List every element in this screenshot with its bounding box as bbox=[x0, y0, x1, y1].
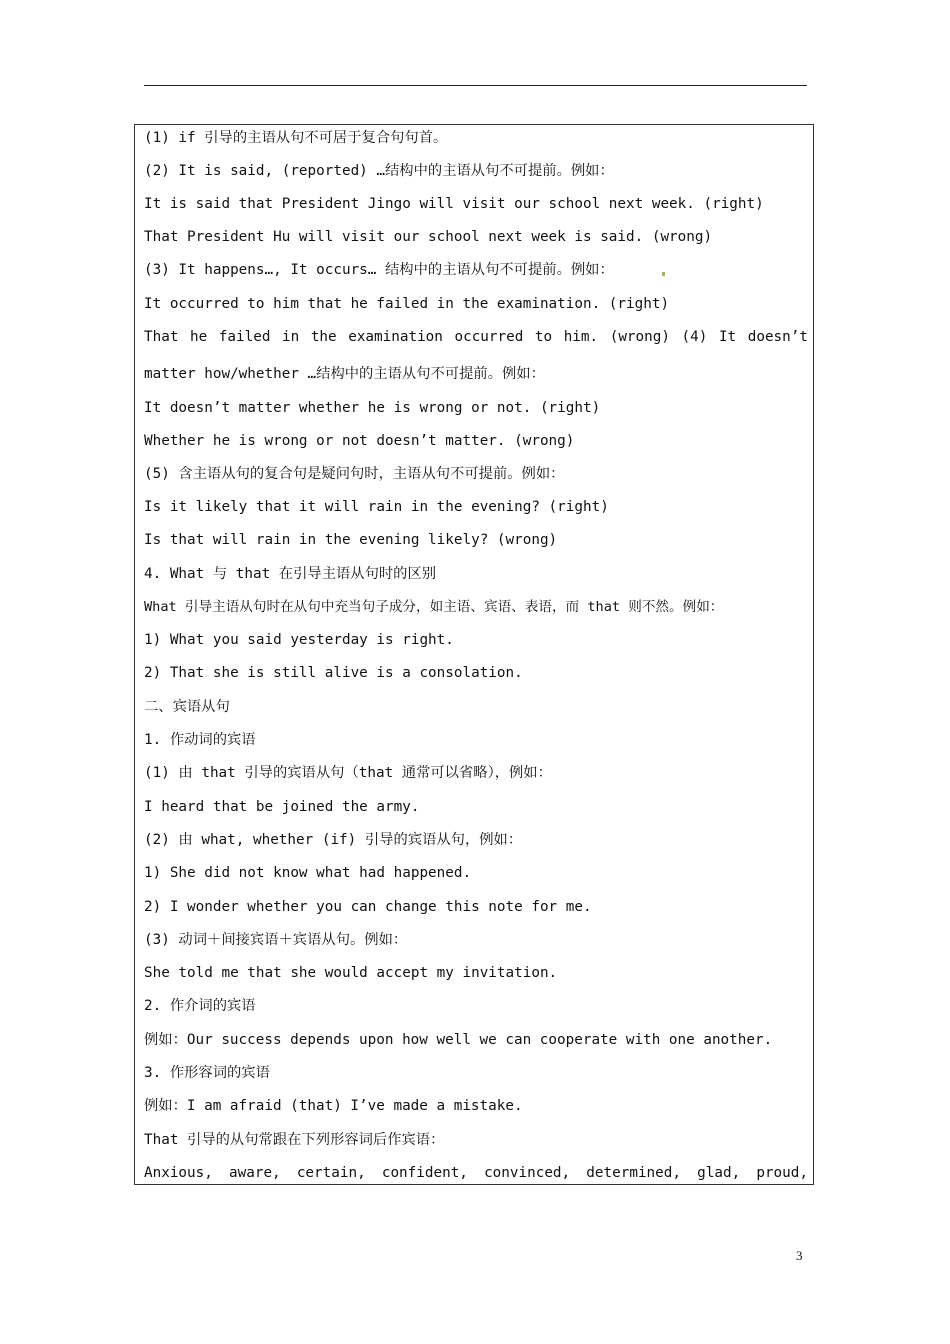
text-line: (1) if 引导的主语从句不可居于复合句句首。 bbox=[144, 130, 448, 146]
page-number: 3 bbox=[796, 1248, 803, 1263]
text-line: 1. 作动词的宾语 bbox=[144, 732, 256, 748]
text-line: That he failed in the examination occurred to him. (wrong) (4) It doesn’t bbox=[144, 329, 808, 345]
text-line: What 引导主语从句时在从句中充当句子成分，如主语、宾语、表语，而 that 则不然。例如： bbox=[144, 599, 724, 615]
text-line: 2) I wonder whether you can change this note for me. bbox=[144, 899, 592, 915]
text-line: (2) It is said, (reported) …结构中的主语从句不可提前。例如： bbox=[144, 163, 614, 179]
content-box bbox=[134, 124, 814, 1185]
text-line: 2) That she is still alive is a consolation. bbox=[144, 665, 523, 681]
text-line: (3) 动词＋间接宾语＋宾语从句。例如： bbox=[144, 932, 408, 948]
header-rule bbox=[144, 85, 807, 86]
text-line: That President Hu will visit our school next week is said. (wrong) bbox=[144, 229, 713, 245]
text-line: 4. What 与 that 在引导主语从句时的区别 bbox=[144, 566, 437, 582]
text-line: That 引导的从句常跟在下列形容词后作宾语： bbox=[144, 1132, 445, 1148]
text-line: It doesn’t matter whether he is wrong or not. (right) bbox=[144, 400, 601, 416]
text-line: 例如：Our success depends upon how well we can cooperate with one another. bbox=[144, 1032, 773, 1048]
text-line: Is that will rain in the evening likely? (wrong) bbox=[144, 532, 558, 548]
text-line: 1) What you said yesterday is right. bbox=[144, 632, 454, 648]
text-line: She told me that she would accept my invitation. bbox=[144, 965, 558, 981]
text-line: (3) It happens…, It occurs… 结构中的主语从句不可提前。例如： bbox=[144, 262, 614, 278]
text-line: Whether he is wrong or not doesn’t matter. (wrong) bbox=[144, 433, 575, 449]
text-line: (1) 由 that 引导的宾语从句（that 通常可以省略），例如： bbox=[144, 765, 552, 781]
text-line: Anxious, aware, certain, confident, convinced, determined, glad, proud, bbox=[144, 1165, 808, 1181]
text-line: 1) She did not know what had happened. bbox=[144, 865, 472, 881]
highlight-mark bbox=[662, 272, 665, 276]
text-line: matter how/whether …结构中的主语从句不可提前。例如： bbox=[144, 366, 545, 382]
text-line: (5) 含主语从句的复合句是疑问句时，主语从句不可提前。例如： bbox=[144, 466, 565, 482]
text-line: Is it likely that it will rain in the evening? (right) bbox=[144, 499, 609, 515]
section-heading: 二、宾语从句 bbox=[144, 699, 230, 715]
text-line: It occurred to him that he failed in the examination. (right) bbox=[144, 296, 670, 312]
text-line: 3. 作形容词的宾语 bbox=[144, 1065, 270, 1081]
text-line: (2) 由 what, whether (if) 引导的宾语从句，例如： bbox=[144, 832, 523, 848]
text-line: I heard that be joined the army. bbox=[144, 799, 420, 815]
text-line: 2. 作介词的宾语 bbox=[144, 998, 256, 1014]
text-line: 例如：I am afraid (that) I’ve made a mistake. bbox=[144, 1098, 523, 1114]
text-line: It is said that President Jingo will visit our school next week. (right) bbox=[144, 196, 764, 212]
